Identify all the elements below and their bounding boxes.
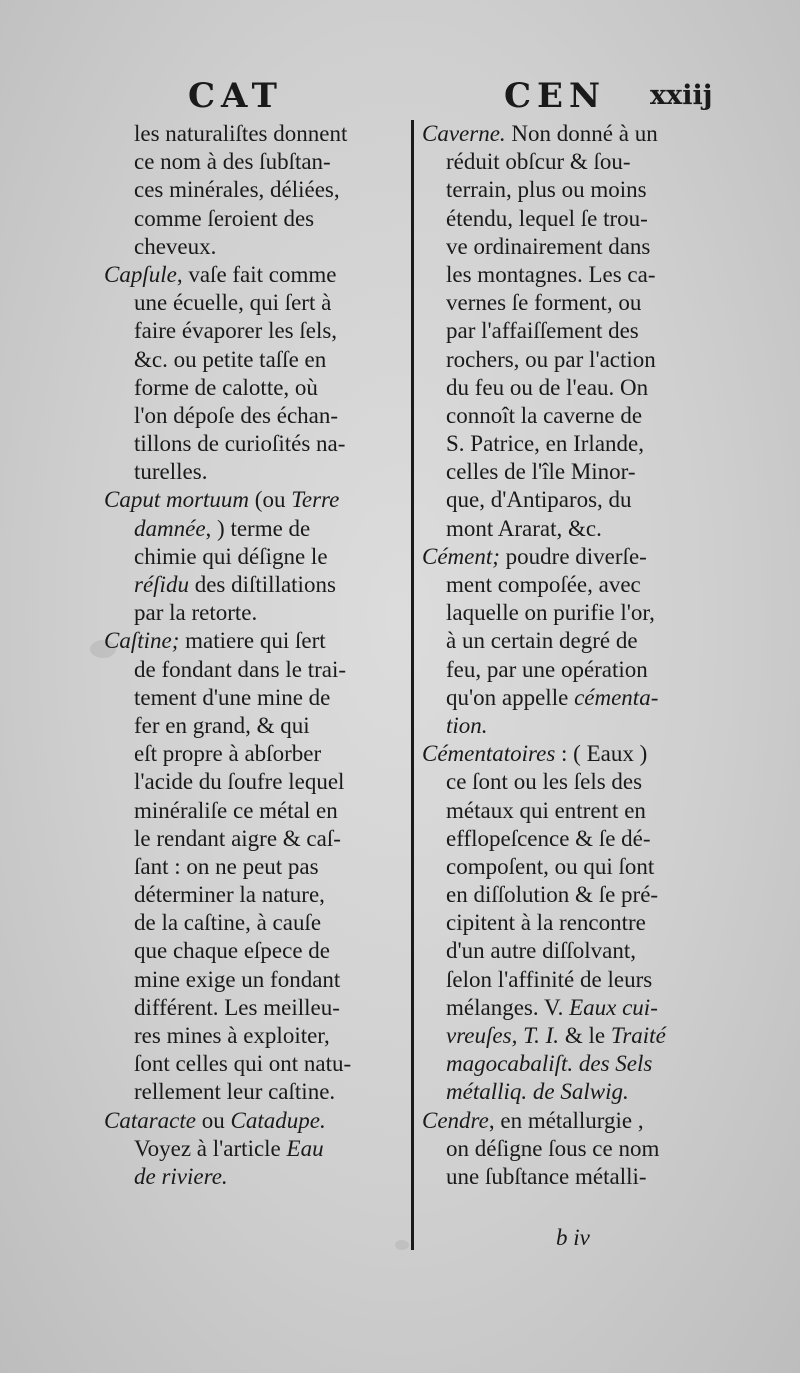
text-line — [422, 1050, 714, 1078]
text-run: de la caſtine, à cauſe — [134, 910, 322, 936]
text-line — [104, 430, 400, 458]
text-line — [104, 712, 400, 740]
text-run: l'on dépoſe des échan- — [134, 402, 339, 428]
italic-term: vreuſes, T. I. — [446, 1023, 560, 1048]
italic-term: métalliq. de Salwig. — [446, 1079, 629, 1105]
italic-term: tion. — [446, 712, 488, 738]
italic-term: Eaux cui- — [569, 994, 658, 1020]
text-line — [422, 1135, 714, 1163]
text-line — [104, 176, 400, 204]
text-run: ſelon l'affinité de leurs — [446, 966, 653, 992]
text-line — [104, 261, 400, 289]
text-run: chimie qui déſigne le — [134, 543, 328, 569]
text-run: mélanges. V. — [446, 994, 570, 1020]
text-run: tement d'une mine de — [134, 684, 331, 710]
italic-term: cémenta- — [574, 684, 659, 710]
text-run: ou — [196, 1107, 231, 1133]
text-run: par l'affaiſſement des — [446, 318, 639, 344]
text-run: & le — [559, 1023, 611, 1048]
text-run: de fondant dans le trai- — [134, 656, 347, 682]
italic-term: Caſtine; — [104, 628, 180, 654]
text-run: qu'on appelle — [446, 684, 575, 710]
text-line — [422, 627, 714, 655]
text-run: matiere qui ſert — [179, 628, 326, 654]
text-line — [422, 768, 714, 796]
italic-term: Capſule — [104, 261, 177, 287]
text-line — [104, 486, 400, 514]
text-run: forme de calotte, où — [134, 374, 318, 400]
text-run: cipitent à la rencontre — [446, 910, 646, 936]
text-run: différent. Les meilleu- — [134, 994, 340, 1020]
text-run: les montagnes. Les ca- — [446, 261, 656, 287]
text-line — [422, 797, 714, 825]
text-line — [422, 120, 714, 148]
text-line — [422, 825, 714, 853]
text-line — [104, 289, 400, 317]
text-line — [422, 740, 714, 768]
text-run: celles de l'île Minor- — [446, 459, 636, 485]
text-run: efflореſcence & ſe dé- — [446, 825, 651, 851]
text-line — [422, 684, 714, 712]
text-run: turelles. — [134, 459, 208, 485]
text-line — [104, 740, 400, 768]
text-run: poudre diverſe- — [499, 543, 647, 569]
text-line — [422, 909, 714, 937]
text-line — [422, 346, 714, 374]
text-run: réduit obſcur & ſou- — [446, 149, 631, 175]
text-run: eſt propre à abſorber — [134, 741, 322, 767]
italic-term: Eau — [286, 1135, 324, 1161]
text-line — [104, 402, 400, 430]
text-line — [104, 374, 400, 402]
text-line — [422, 458, 714, 486]
italic-term: de riviere. — [134, 1163, 228, 1189]
text-run: Voyez à l'article — [134, 1135, 287, 1161]
text-run: , en métallurgie , — [488, 1107, 644, 1133]
text-run: une écuelle, qui ſert à — [134, 290, 332, 316]
italic-term: Catadupe. — [230, 1107, 326, 1133]
text-line — [104, 768, 400, 796]
italic-term: Caverne. — [422, 121, 506, 146]
text-line — [104, 881, 400, 909]
text-run: cheveux. — [134, 233, 217, 259]
text-line — [104, 1050, 400, 1078]
italic-term: réſidu — [134, 572, 189, 597]
text-run: ment compoſée, avec — [446, 572, 641, 597]
text-line — [104, 233, 400, 261]
text-line — [422, 937, 714, 965]
italic-term: Terre — [291, 487, 340, 513]
text-run: ce nom à des ſubſtan- — [134, 149, 331, 175]
text-run: ces minérales, déliées, — [134, 177, 340, 203]
text-line — [104, 317, 400, 345]
text-run: feu, par une opération — [446, 656, 648, 682]
text-run: faire évaporer les ſels, — [134, 318, 338, 344]
text-run: , vaſe fait comme — [176, 261, 337, 287]
paper-stain — [395, 1240, 409, 1250]
text-line — [422, 205, 714, 233]
text-line — [104, 825, 400, 853]
text-line — [422, 543, 714, 571]
text-line — [422, 599, 714, 627]
running-header — [0, 76, 800, 122]
text-line — [422, 712, 714, 740]
column-divider — [411, 120, 414, 1250]
text-line — [422, 430, 714, 458]
italic-term: Traité — [610, 1023, 666, 1048]
text-run: ce ſont ou les ſels des — [446, 769, 643, 795]
text-run: rellement leur caſtine. — [134, 1079, 336, 1105]
text-run: S. Patrice, en Irlande, — [446, 431, 644, 457]
text-line — [422, 994, 714, 1022]
italic-term: magocabaliſt. des Sels — [446, 1051, 653, 1077]
text-run: l'acide du ſoufre lequel — [134, 769, 345, 795]
text-line — [104, 571, 400, 599]
text-run: fer en grand, & qui — [134, 712, 310, 738]
text-line — [422, 881, 714, 909]
text-run: compoſent, ou qui ſont — [446, 853, 655, 879]
text-line — [104, 994, 400, 1022]
text-line — [104, 1163, 400, 1191]
text-line — [104, 797, 400, 825]
text-run: : ( Eaux ) — [555, 741, 648, 767]
page-number: xxiij — [650, 80, 713, 111]
text-run: déterminer la nature, — [134, 882, 325, 908]
text-run: terrain, plus ou moins — [446, 177, 647, 203]
text-line — [422, 853, 714, 881]
text-line — [422, 966, 714, 994]
text-line — [104, 684, 400, 712]
text-line — [104, 966, 400, 994]
text-line — [104, 148, 400, 176]
text-line — [104, 937, 400, 965]
text-line — [104, 515, 400, 543]
text-line — [104, 627, 400, 655]
header-middle-word: CEN — [504, 76, 607, 116]
text-run: mont Ararat, &c. — [446, 515, 602, 541]
text-line — [422, 1022, 714, 1050]
text-line — [422, 317, 714, 345]
text-line — [104, 1022, 400, 1050]
text-run: le rendant aigre & caſ- — [134, 825, 341, 851]
text-run: connoît la caverne de — [446, 402, 643, 428]
text-run: du feu ou de l'eau. On — [446, 374, 649, 400]
text-run: étendu, lequel ſe trou- — [446, 205, 648, 231]
text-run: que, d'Antiparos, du — [446, 487, 632, 513]
text-run: , ) terme de — [205, 515, 311, 541]
left-column — [104, 120, 400, 1191]
text-line — [104, 543, 400, 571]
text-line — [104, 120, 400, 148]
text-line — [104, 458, 400, 486]
text-line — [422, 233, 714, 261]
text-run: mine exige un fondant — [134, 966, 341, 992]
text-run: laquelle on purifie l'or, — [446, 600, 655, 626]
text-line — [104, 909, 400, 937]
text-line — [422, 261, 714, 289]
text-line — [422, 1078, 714, 1106]
text-line — [104, 1107, 400, 1135]
text-line — [422, 1163, 714, 1191]
right-column — [422, 120, 714, 1191]
italic-term: Cataracte — [104, 1107, 196, 1133]
italic-term: Cément; — [422, 543, 500, 569]
text-line — [104, 656, 400, 684]
text-line — [104, 1078, 400, 1106]
text-run: les naturaliſtes donnent — [134, 121, 348, 146]
text-run: Non donné à un — [505, 121, 658, 146]
text-run: res mines à exploiter, — [134, 1023, 330, 1048]
text-line — [104, 205, 400, 233]
text-run: ve ordinairement dans — [446, 233, 651, 259]
text-run: (ou — [249, 487, 292, 513]
text-line — [422, 176, 714, 204]
italic-term: Cémentatoires — [422, 741, 556, 767]
italic-term: damnée — [134, 515, 206, 541]
text-run: ſont celles qui ont natu- — [134, 1051, 352, 1077]
text-line — [422, 571, 714, 599]
text-line — [104, 1135, 400, 1163]
text-line — [422, 515, 714, 543]
text-line — [422, 486, 714, 514]
text-line — [104, 853, 400, 881]
text-run: comme ſeroient des — [134, 205, 315, 231]
text-run: en diſſolution & ſe pré- — [446, 882, 659, 908]
text-run: que chaque eſpece de — [134, 938, 331, 964]
text-line — [422, 289, 714, 317]
text-line — [104, 346, 400, 374]
header-left-word: CAT — [188, 76, 283, 116]
signature-mark: b iv — [556, 1225, 590, 1250]
italic-term: Caput mortuum — [104, 487, 250, 513]
text-run: ſant : on ne peut pas — [134, 853, 319, 879]
text-run: d'un autre diſſolvant, — [446, 938, 637, 964]
text-run: à un certain degré de — [446, 628, 638, 654]
text-run: &c. ou petite taſſe en — [134, 346, 327, 372]
text-run: une ſubſtance métalli- — [446, 1163, 647, 1189]
text-run: tillons de curioſités na- — [134, 431, 346, 457]
text-run: par la retorte. — [134, 600, 258, 626]
text-run: vernes ſe forment, ou — [446, 290, 642, 316]
text-run: minéraliſe ce métal en — [134, 797, 338, 823]
text-line — [422, 656, 714, 684]
text-line — [422, 1107, 714, 1135]
text-line — [422, 374, 714, 402]
text-run: métaux qui entrent en — [446, 797, 646, 823]
text-run: on déſigne ſous ce nom — [446, 1135, 660, 1161]
text-line — [422, 148, 714, 176]
text-line — [104, 599, 400, 627]
italic-term: Cendre — [422, 1107, 489, 1133]
text-run: des diſtillations — [188, 572, 336, 597]
text-run: rochers, ou par l'action — [446, 346, 656, 372]
text-line — [422, 402, 714, 430]
